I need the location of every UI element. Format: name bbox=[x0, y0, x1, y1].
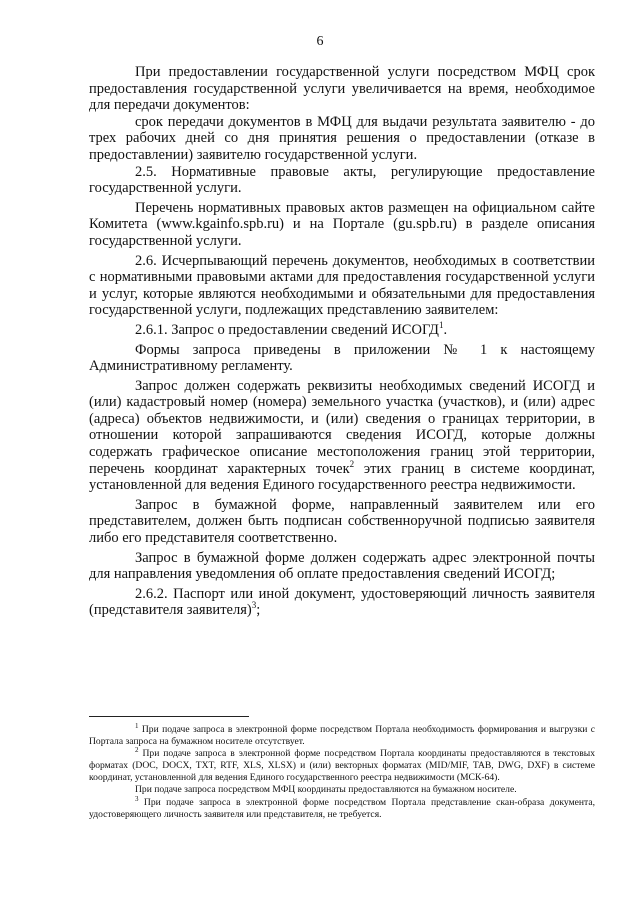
request-contents-text: Запрос должен содержать реквизиты необходимых сведений ИСОГД и (или) кадастровый номер (номера) земельного участка (участков), и (или) адрес (адреса) объектов недвижимости, и (или) сведения о границах территории, в отношении которой запрашиваются сведения ИСОГД, которые должны содержать графическое описание местоположения границ этой территории, перечень координат характерных точек bbox=[89, 377, 595, 477]
section-2-6-heading: 2.6. Исчерпывающий перечень документов, необходимых в соответствии с нормативными правовыми актами для предоставления государственной услуги и услуг, которые являются необходимыми и обязательными для предоставления государственной услуги, подлежащих представлению заявителем: bbox=[89, 252, 595, 319]
footnotes bbox=[89, 721, 595, 821]
section-2-6-2-end: ; bbox=[256, 602, 261, 619]
paragraph-request-contents bbox=[89, 378, 595, 494]
footnote-3-marker: 3 bbox=[135, 794, 139, 803]
paragraph-request-forms: Формы запроса приведены в приложении № 1 к настоящему Административному регламенту. bbox=[89, 341, 595, 375]
paragraph-mfc-term: При предоставлении государственной услуги посредством МФЦ срок предоставления государственной услуги увеличивается на время, необходимое для передачи документов: bbox=[89, 64, 595, 114]
section-2-6-1-end: . bbox=[443, 321, 448, 338]
paragraph-paper-signature: Запрос в бумажной форме, направленный заявителем или его представителем, должен быть подписан собственноручной подписью заявителя либо его представителя соответственно. bbox=[89, 496, 595, 547]
footnote-2-continuation: При подаче запроса посредством МФЦ координаты предоставляются на бумажном носителе. bbox=[135, 784, 517, 796]
footnote-1 bbox=[89, 721, 595, 748]
paragraph-paper-email: Запрос в бумажной форме должен содержать адрес электронной почты для направления уведомления об оплате предоставления сведений ИСОГД; bbox=[89, 549, 595, 583]
footnote-3 bbox=[89, 794, 595, 821]
footnote-ref-2: 2 bbox=[349, 458, 355, 469]
request-contents-text-cont: этих границ в системе координат, установленной для ведения Единого государственного реестра недвижимости. bbox=[89, 460, 596, 494]
footnote-2-marker: 2 bbox=[135, 746, 139, 754]
footnote-1-text: При подаче запроса в электронной форме посредством Портала необходимость формирования и выгрузки с Портала запроса на бумажном носителе отсутствует. bbox=[89, 724, 595, 748]
section-2-6-2-text: 2.6.2. Паспорт или иной документ, удостоверяющий личность заявителя (представителя заявителя) bbox=[89, 585, 595, 619]
paragraph-transfer-term: срок передачи документов в МФЦ для выдачи результата заявителю - до трех рабочих дней со дня принятия решения о предоставлении (отказе в предоставлении) заявителю государственной услуги. bbox=[89, 113, 595, 163]
section-2-6-2-heading bbox=[89, 586, 595, 619]
footnote-2-text: При подаче запроса в электронной форме посредством Портала координаты предоставляются в текстовых форматах (DOC, DOCX, TXT, RTF, XLS, XLSX) и (или) векторных форматах (MID/MIF, TAB, DWG, DXF) в системе координат, установленной для ведения Единого государственного реестра недвижимости (МСК-64). bbox=[89, 748, 595, 784]
footnote-separator bbox=[89, 716, 249, 717]
footnote-3-text: При подаче запроса в электронной форме посредством Портала представление скан-образа документа, удостоверяющего личность заявителя или представителя, не требуется. bbox=[89, 796, 595, 820]
section-2-6-1-heading bbox=[89, 322, 595, 339]
paragraph-legal-acts-list: Перечень нормативных правовых актов размещен на официальном сайте Комитета (www.kgainfo.spb.ru) и на Портале (gu.spb.ru) в разделе описания государственной услуги. bbox=[89, 199, 595, 249]
section-2-6-1-text: 2.6.1. Запрос о предоставлении сведений ИСОГД bbox=[135, 321, 439, 338]
footnote-ref-3: 3 bbox=[251, 600, 257, 611]
page-number: 6 bbox=[316, 34, 324, 49]
document-body bbox=[89, 64, 595, 619]
footnote-2 bbox=[89, 748, 595, 784]
footnote-ref-1: 1 bbox=[438, 320, 444, 331]
footnote-1-marker: 1 bbox=[135, 721, 139, 730]
section-2-5-heading: 2.5. Нормативные правовые акты, регулирующие предоставление государственной услуги. bbox=[89, 163, 595, 197]
